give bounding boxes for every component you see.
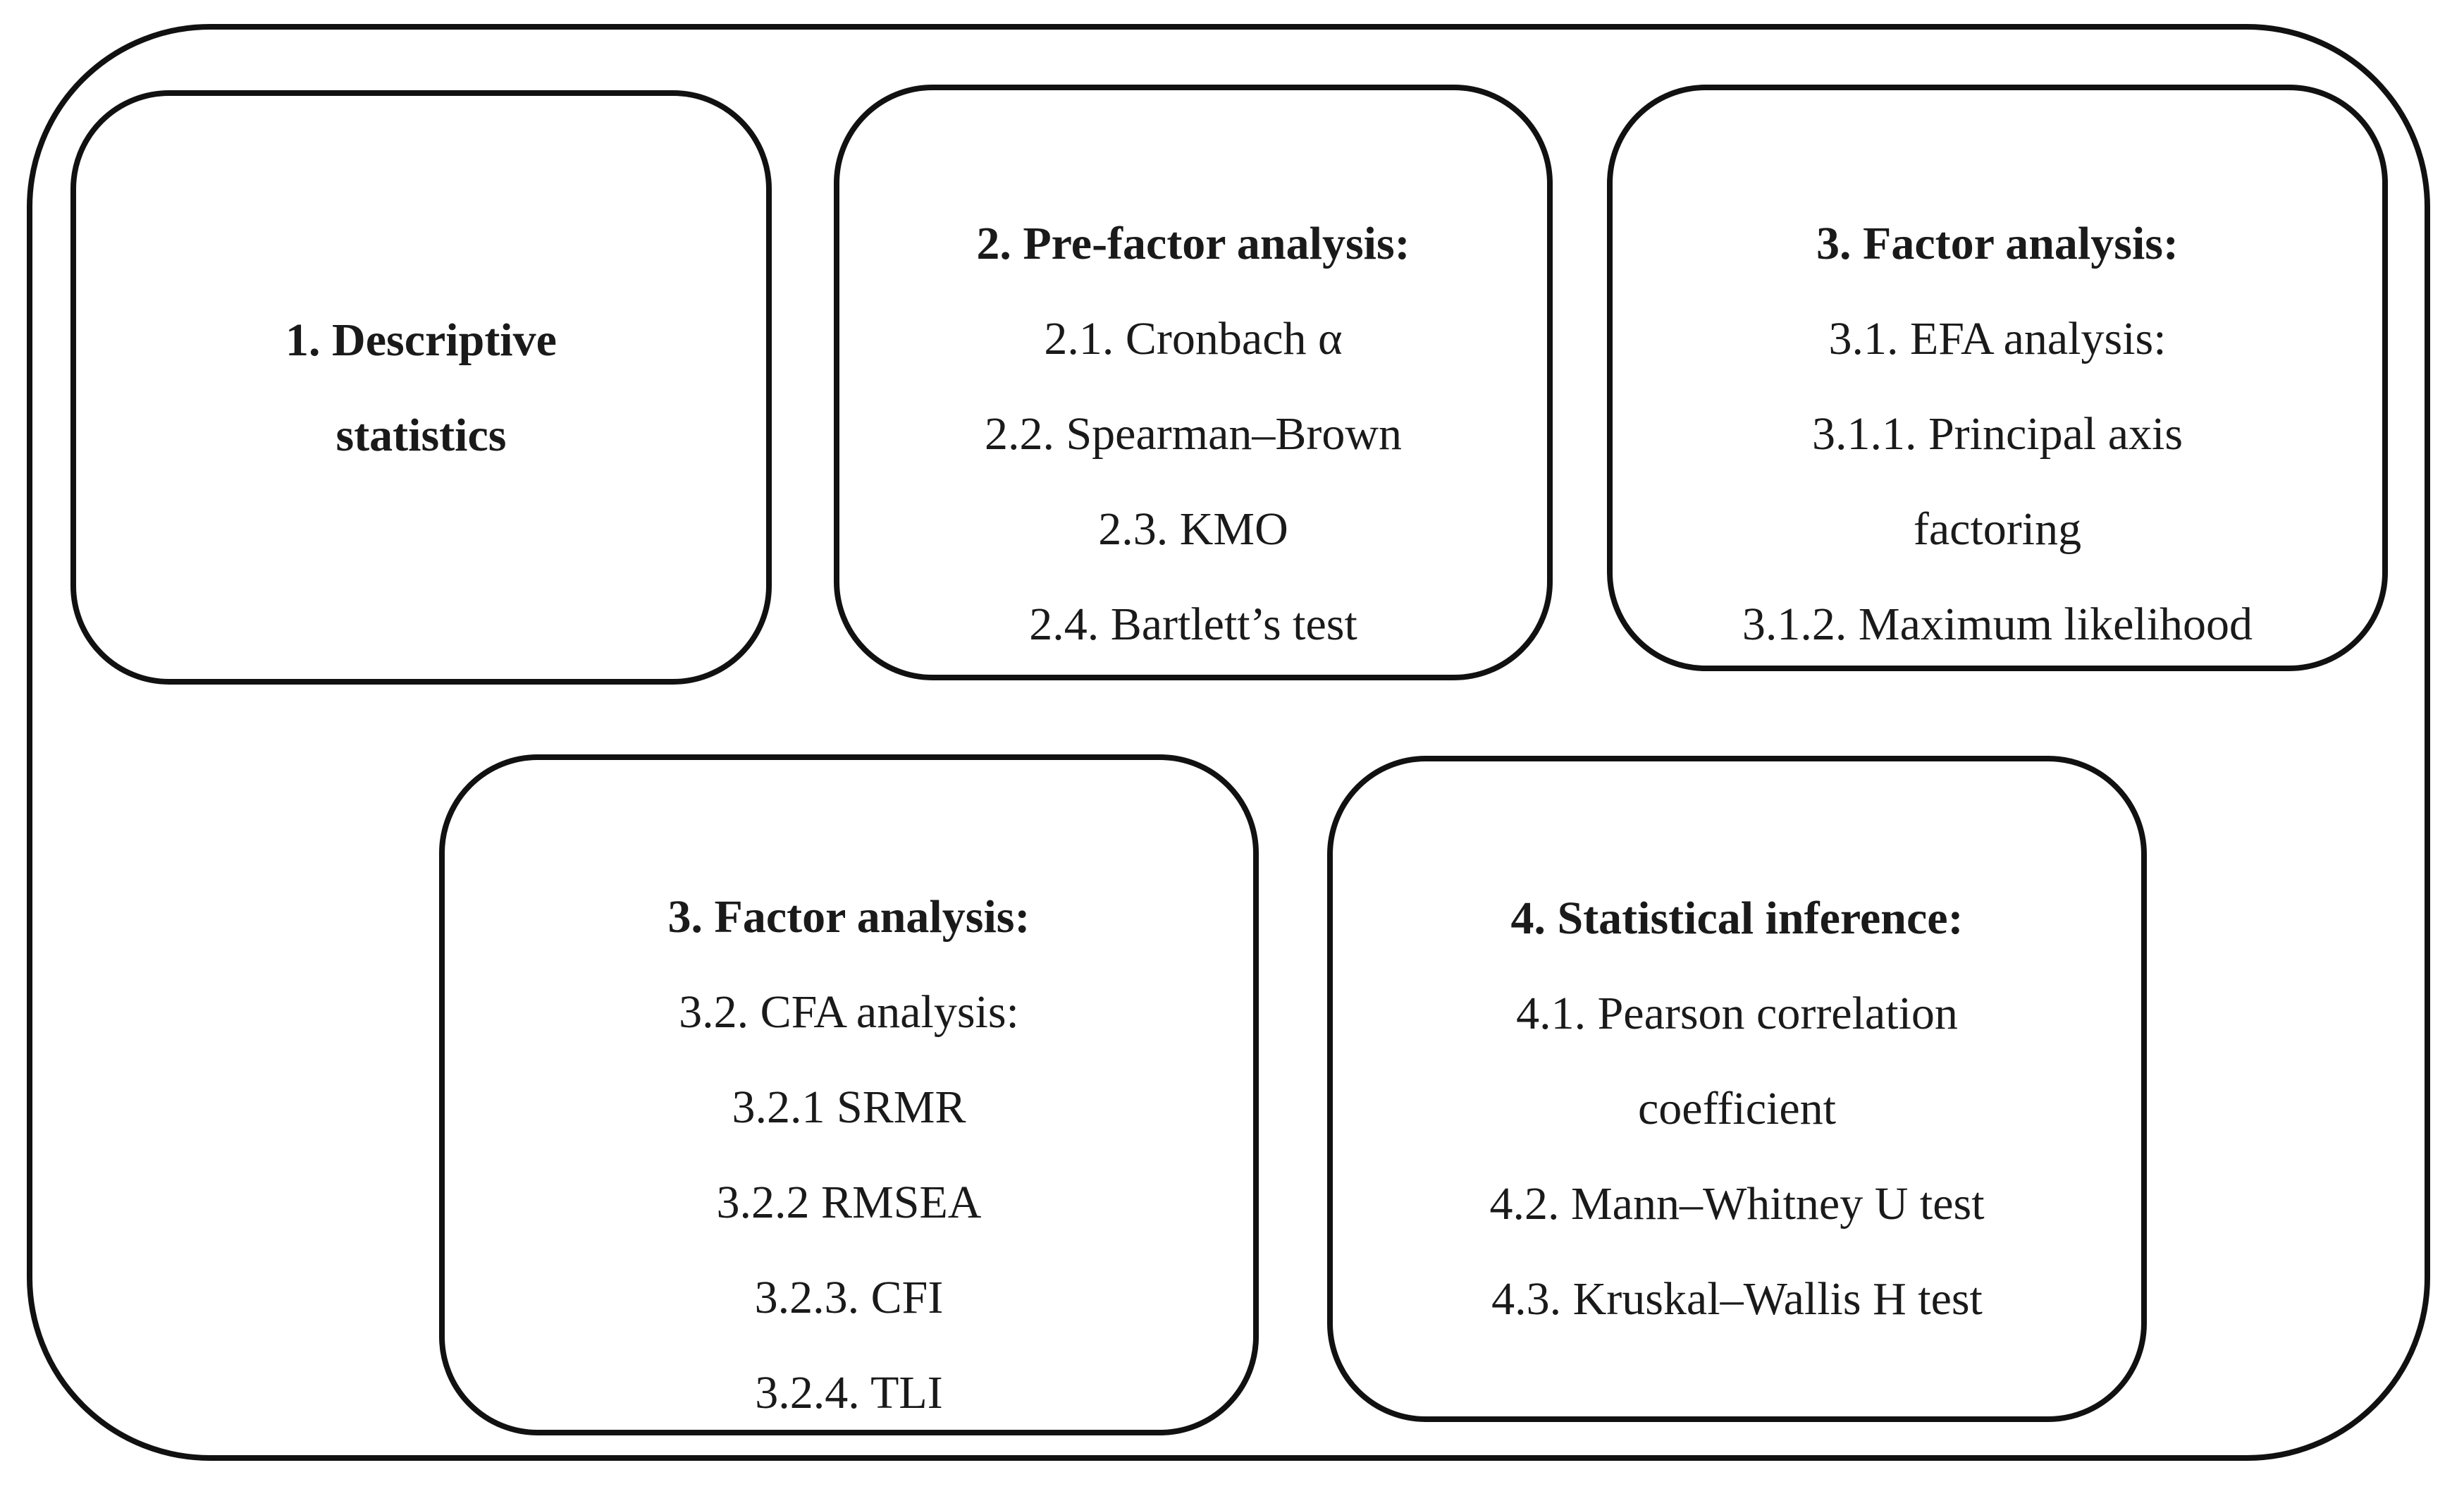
box-factor-analysis-efa [1607, 85, 2388, 671]
box-item: 3.2.4. TLI [755, 1367, 943, 1418]
box-item: 3.2. CFA analysis: [679, 986, 1019, 1038]
box-item: 2.3. KMO [1098, 503, 1288, 555]
box-item: 3.2.1 SRMR [732, 1081, 966, 1133]
box-item: 3.1.1. Principal axis [1811, 408, 2183, 460]
box-title: 4. Statistical inference: [1510, 893, 1964, 944]
box-title: 2. Pre-factor analysis: [976, 218, 1410, 269]
box-factor-analysis-cfa [439, 754, 1259, 1435]
box-statistical-inference [1327, 756, 2147, 1422]
box-item: 3.2.2 RMSEA [716, 1177, 982, 1228]
box-title: 1. Descriptive [285, 314, 557, 366]
box-title-continued: statistics [335, 409, 507, 461]
box-title: 3. Factor analysis: [667, 891, 1030, 943]
box-item: 2.4. Bartlett’s test [1029, 599, 1357, 650]
box-item: 3.1.2. Maximum likelihood [1742, 599, 2253, 650]
box-item: 4.3. Kruskal–Wallis H test [1491, 1273, 1983, 1325]
box-item: 4.2. Mann–Whitney U test [1489, 1178, 1985, 1230]
box-item: coefficient [1638, 1083, 1836, 1134]
box-pre-factor-analysis [834, 85, 1553, 680]
box-item: factoring [1913, 503, 2082, 555]
box-item: 2.1. Cronbach α [1044, 313, 1343, 364]
box-item: 3.2.3. CFI [754, 1272, 944, 1323]
box-item: 3.1. EFA analysis: [1828, 313, 2167, 364]
box-descriptive-statistics [70, 90, 772, 685]
box-item: 4.1. Pearson correlation [1516, 988, 1958, 1039]
box-item: 2.2. Spearman–Brown [984, 408, 1403, 460]
box-title: 3. Factor analysis: [1816, 218, 2179, 269]
